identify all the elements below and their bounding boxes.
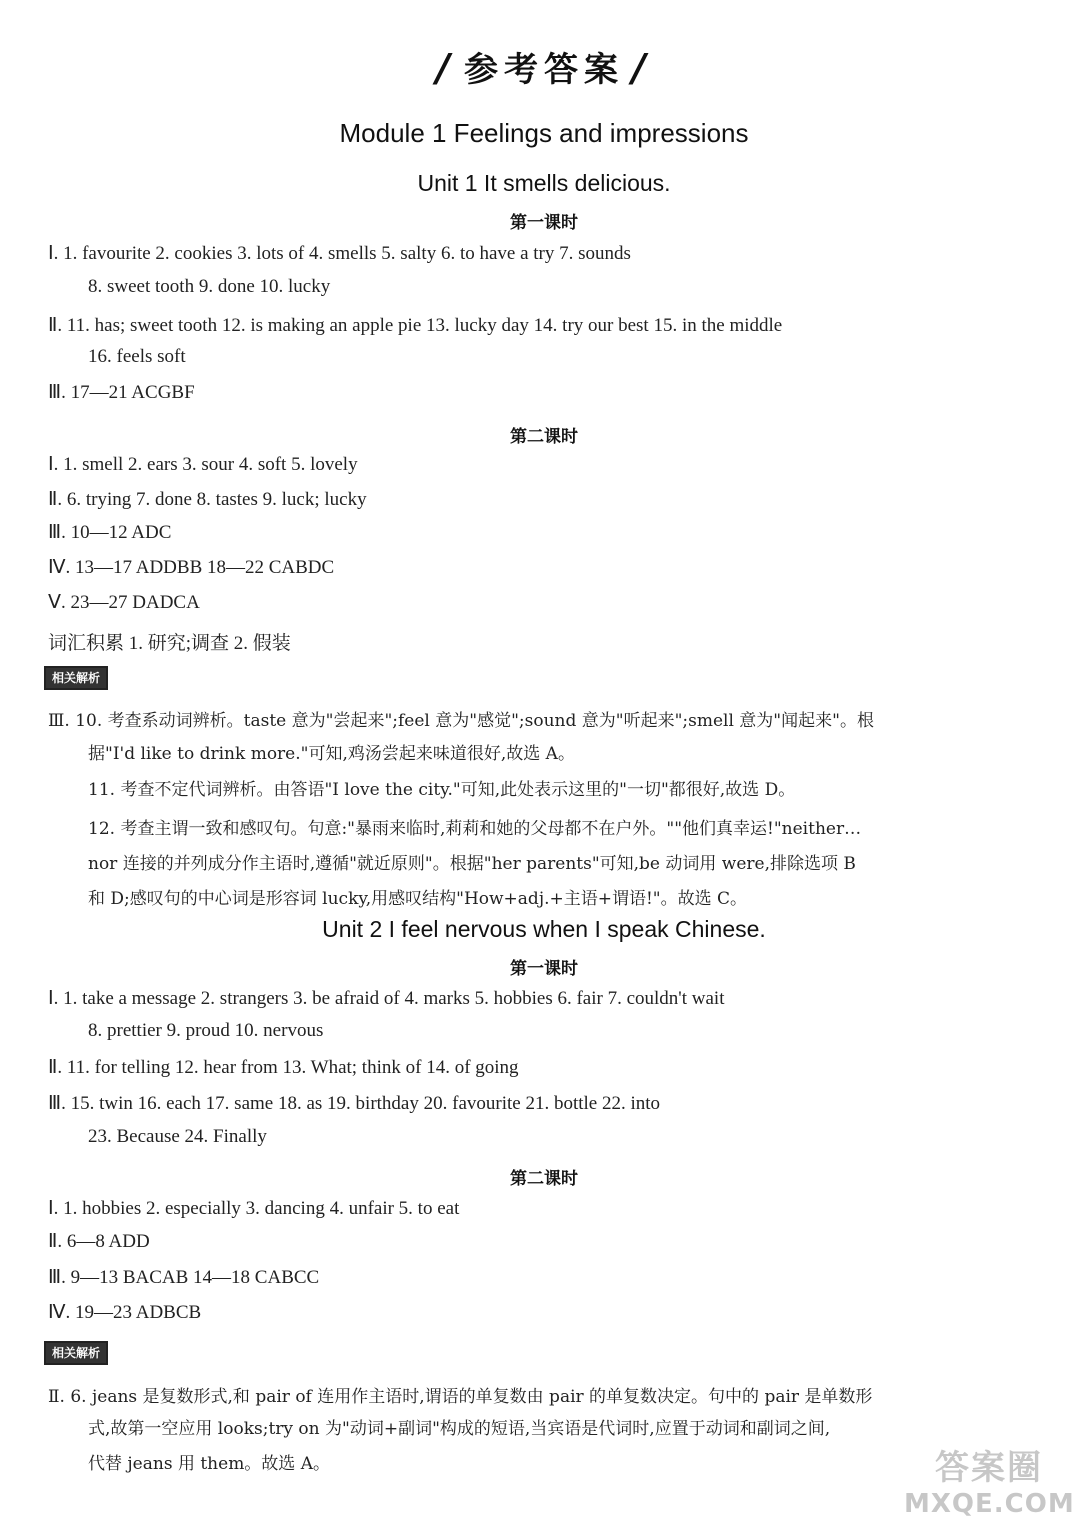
watermark-top-text: 答案圈 [935,1448,1043,1488]
unit2-lesson1-title: 第一课时 [510,959,578,979]
unit1-lesson2-line-1: Ⅰ. 1. smell 2. ears 3. sour 4. soft 5. lovely [48,454,358,475]
unit1-lesson1-line-1: Ⅰ. 1. favourite 2. cookies 3. lots of 4. smells 5. salty 6. to have a try 7. sounds [48,243,631,264]
unit2-analysis-line-3: 代替 jeans 用 them。故选 A。 [88,1454,330,1474]
watermark-bottom-text: MXQE.COM [904,1489,1075,1519]
unit1-analysis-line-3: 11. 考查不定代词辨析。由答语"I love the city."可知,此处表示这里的"一切"都很好,故选 D。 [88,780,796,800]
unit1-analysis-line-5: nor 连接的并列成分作主语时,遵循"就近原则"。根据"her parents"可知,be 动词用 were,排除选项 B [88,854,856,874]
unit1-analysis-line-6: 和 D;感叹句的中心词是形容词 lucky,用感叹结构"How+adj.+主语+谓语!"。故选 C。 [88,889,748,909]
unit2-lesson1-line-5: 23. Because 24. Finally [88,1126,267,1147]
unit2-title: Unit 2 I feel nervous when I speak Chinese. [322,916,766,942]
unit1-lesson1-line-2: 8. sweet tooth 9. done 10. lucky [88,276,331,297]
unit1-analysis-line-4: 12. 考查主谓一致和感叹句。句意:"暴雨来临时,莉莉和她的父母都不在户外。""他们真幸运!"neither… [88,819,862,839]
unit2-analysis-line-1: Ⅱ. 6. jeans 是复数形式,和 pair of 连用作主语时,谓语的单复数由 pair 的单复数决定。句中的 pair 是单数形 [48,1387,873,1407]
unit2-analysis-line-2: 式,故第一空应用 looks;try on 为"动词+副词"构成的短语,当宾语是代词时,应置于动词和副词之间, [88,1419,831,1439]
unit1-lesson1-line-4: 16. feels soft [88,346,186,367]
banner-text: 参考答案 [464,50,624,90]
unit2-analysis-tag: 相关解析 [44,1341,108,1365]
module-title: Module 1 Feelings and impressions [339,118,749,148]
unit1-analysis-line-2: 据"I'd like to drink more."可知,鸡汤尝起来味道很好,故选 A。 [88,744,575,764]
unit1-lesson2-vocab: 词汇积累 1. 研究;调查 2. 假装 [48,633,291,654]
unit2-lesson2-title: 第二课时 [510,1169,578,1189]
unit2-lesson1-line-4: Ⅲ. 15. twin 16. each 17. same 18. as 19. birthday 20. favourite 21. bottle 22. into [48,1093,661,1114]
site-watermark [904,1440,1074,1530]
unit2-lesson1-line-2: 8. prettier 9. proud 10. nervous [88,1020,324,1041]
unit1-lesson2-line-3: Ⅲ. 10—12 ADC [48,522,172,543]
banner-slash-left: / [436,46,456,90]
unit1-lesson1-title: 第一课时 [510,213,578,233]
unit1-analysis-tag: 相关解析 [44,666,108,690]
unit2-lesson1-line-3: Ⅱ. 11. for telling 12. hear from 13. What; think of 14. of going [48,1057,519,1078]
unit2-lesson2-line-4: Ⅳ. 19—23 ADBCB [48,1302,202,1323]
unit2-lesson2-line-1: Ⅰ. 1. hobbies 2. especially 3. dancing 4. unfair 5. to eat [48,1198,460,1219]
unit1-lesson2-title: 第二课时 [510,427,578,447]
unit1-lesson2-line-5: Ⅴ. 23—27 DADCA [48,592,200,613]
unit2-lesson2-line-2: Ⅱ. 6—8 ADD [48,1231,150,1252]
unit1-analysis-line-1: Ⅲ. 10. 考查系动词辨析。taste 意为"尝起来";feel 意为"感觉";sound 意为"听起来";smell 意为"闻起来"。根 [48,711,874,731]
answer-key-banner [0,42,1088,91]
banner-slash-right: / [632,46,652,90]
unit2-lesson1-line-1: Ⅰ. 1. take a message 2. strangers 3. be afraid of 4. marks 5. hobbies 6. fair 7. couldn't wait [48,988,725,1009]
unit1-lesson2-line-2: Ⅱ. 6. trying 7. done 8. tastes 9. luck; lucky [48,489,367,510]
unit1-title: Unit 1 It smells delicious. [417,170,671,196]
unit1-lesson2-line-4: Ⅳ. 13—17 ADDBB 18—22 CABDC [48,557,335,578]
unit2-lesson2-line-3: Ⅲ. 9—13 BACAB 14—18 CABCC [48,1267,320,1288]
unit1-lesson1-line-3: Ⅱ. 11. has; sweet tooth 12. is making an apple pie 13. lucky day 14. try our best 15. in the middle [48,315,783,336]
unit1-lesson1-line-5: Ⅲ. 17—21 ACGBF [48,382,195,403]
